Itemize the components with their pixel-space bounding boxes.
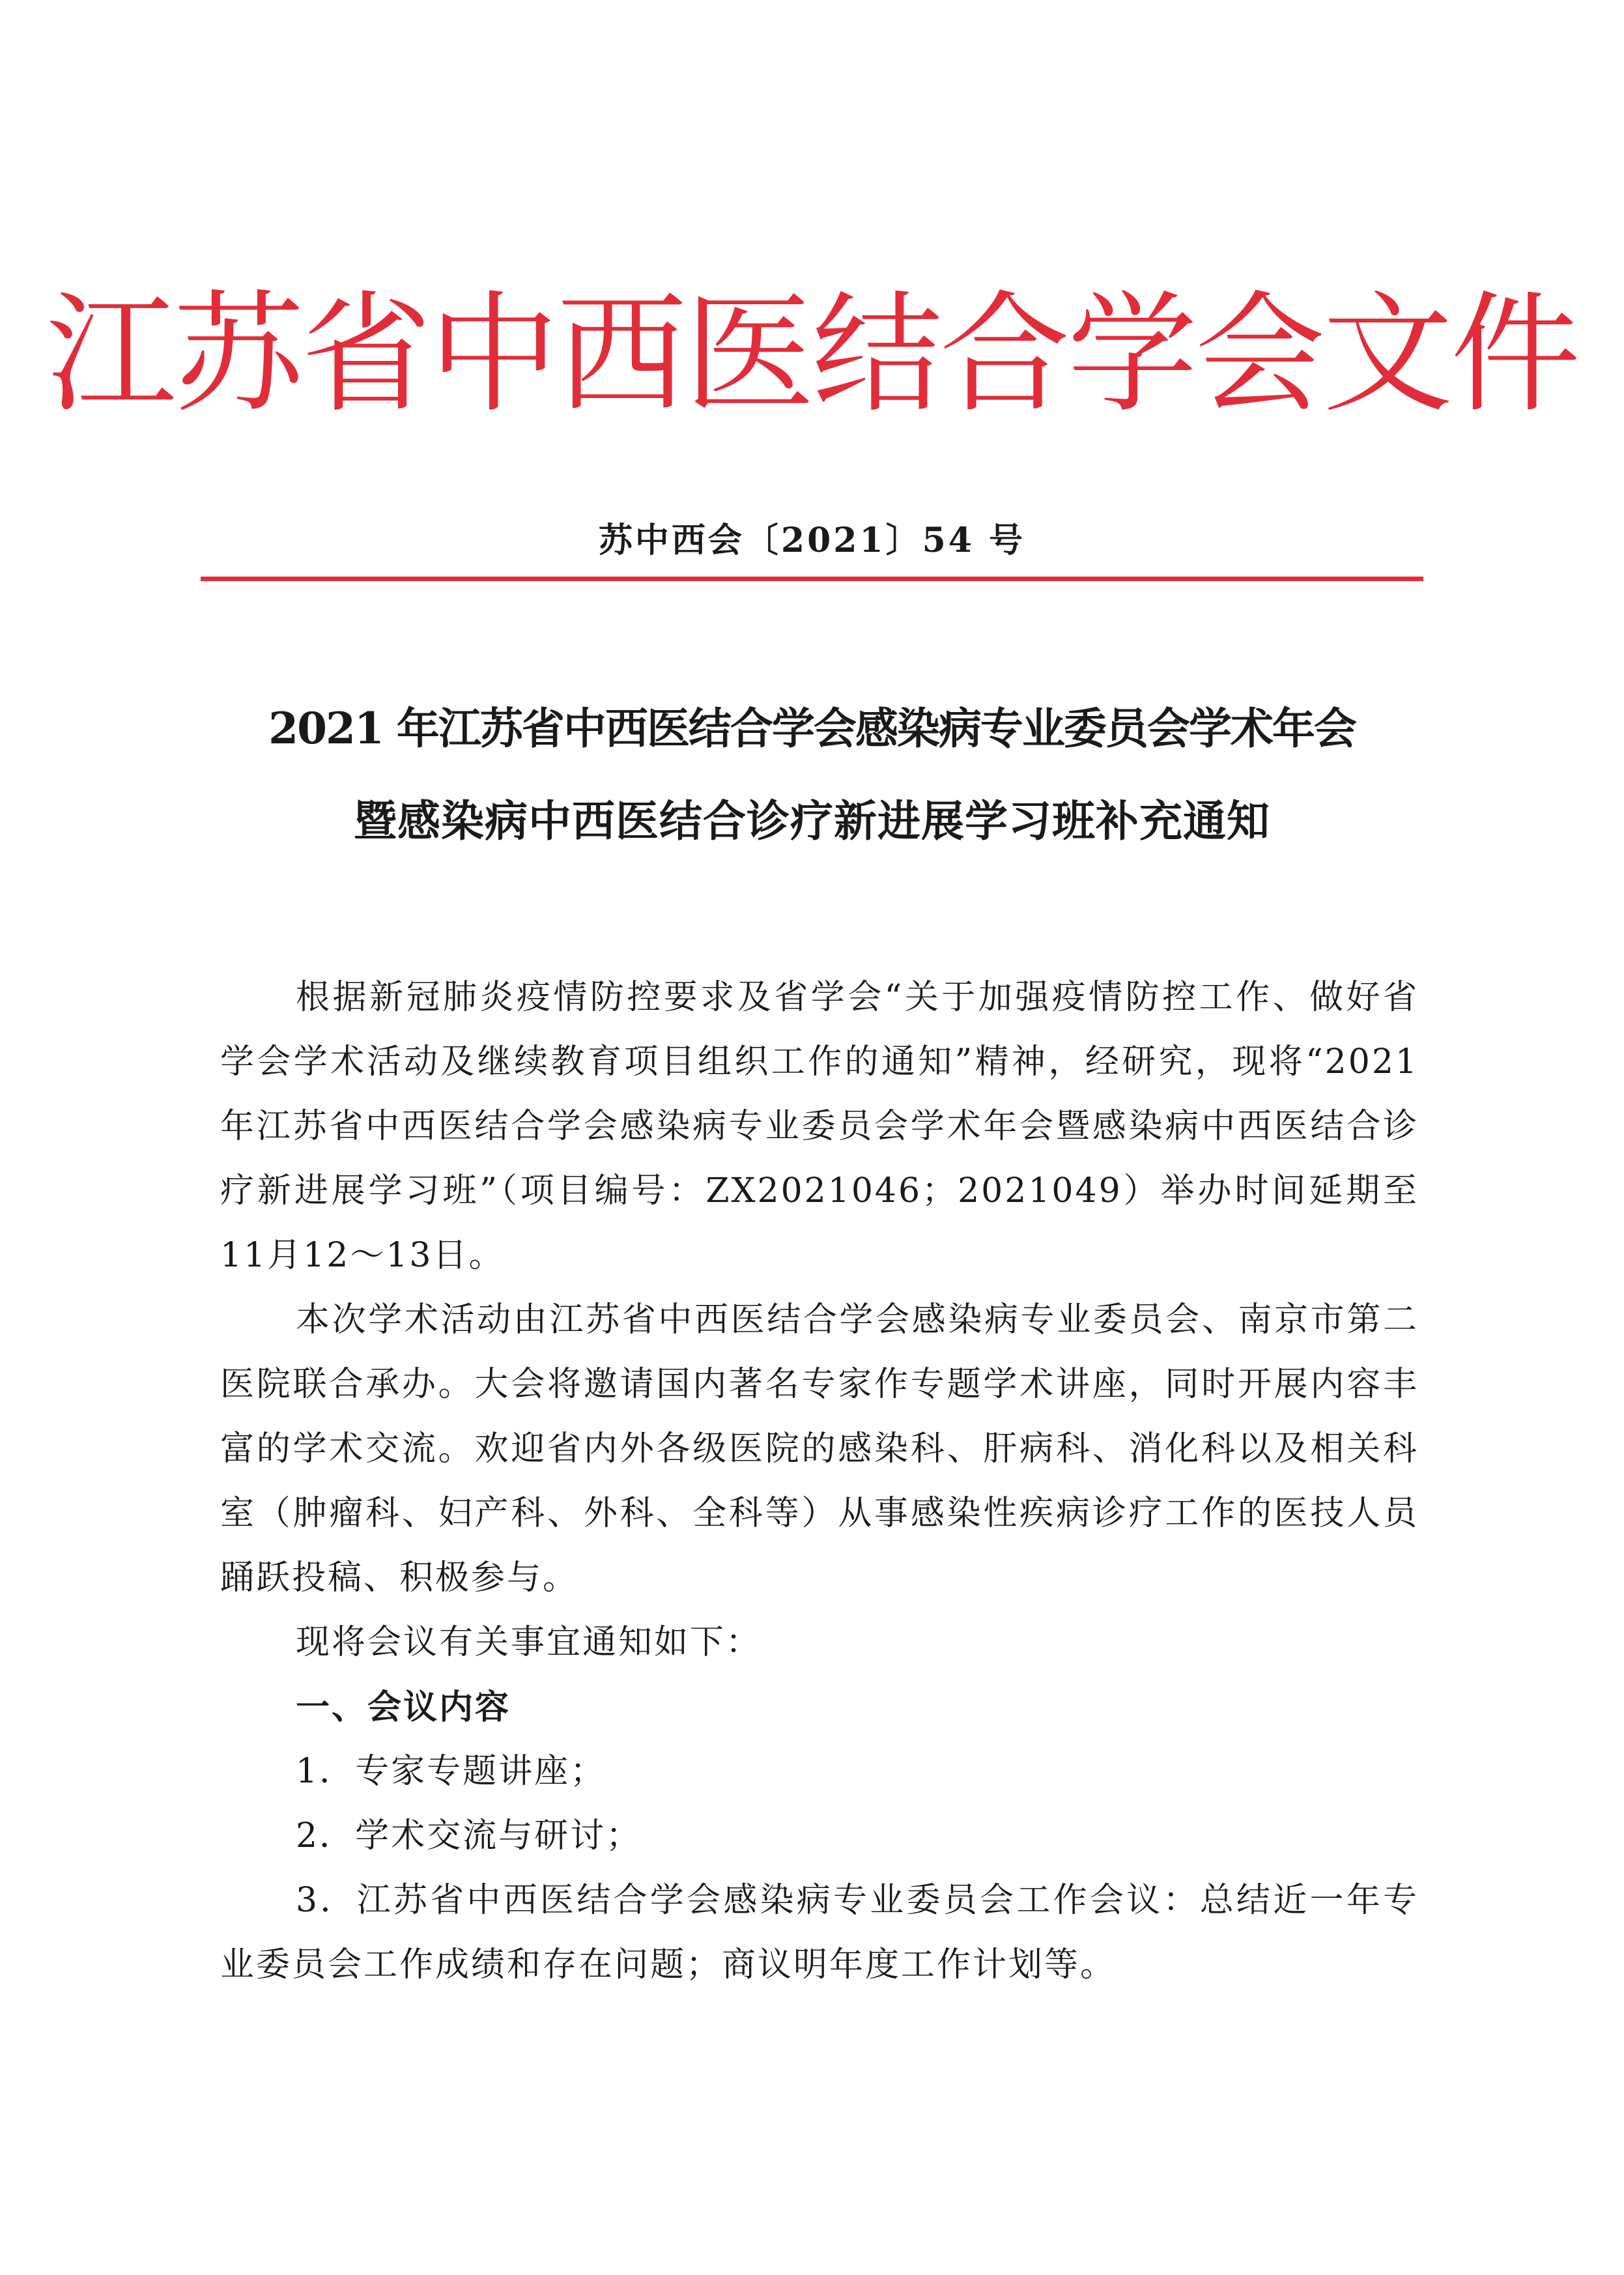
list-item-2: 2．学术交流与研讨； bbox=[296, 1816, 642, 1855]
body-paragraph-3: 现将会议有关事宜通知如下： bbox=[296, 1623, 762, 1662]
body-paragraph-2: 本次学术活动由江苏省中西医结合学会感染病专业委员会、南京市第二医院联合承办。大会将邀请国内著名专家作专题学术讲座，同时开展内容丰富的学术交流。欢迎省内外各级医院的感染科、肝病科、消化科以及相关科室（肿瘤科、妇产科、外科、全科等）从事感染性疾病诊疗工作的医技人员踊跃投稿、积极参与。 bbox=[220, 1300, 1419, 1597]
notice-title-line-1: 2021 年江苏省中西医结合学会感染病专业委员会学术年会 bbox=[268, 703, 1356, 754]
list-item-3: 3．江苏省中西医结合学会感染病专业委员会工作会议：总结近一年专业委员会工作成绩和存在问题；商议明年度工作计划等。 bbox=[220, 1881, 1419, 1984]
notice-body bbox=[220, 966, 1419, 1997]
list-item-1: 1．专家专题讲座； bbox=[296, 1752, 606, 1791]
notice-title-line-2: 暨感染病中西医结合诊疗新进展学习班补充通知 bbox=[354, 795, 1270, 846]
header-divider bbox=[201, 577, 1423, 581]
document-header-title: 江苏省中西医结合学会文件 bbox=[46, 279, 1578, 431]
document-number: 苏中西会〔2021〕54 号 bbox=[598, 521, 1026, 560]
body-paragraph-1: 根据新冠肺炎疫情防控要求及省学会“关于加强疫情防控工作、做好省学会学术活动及继续教育项目组织工作的通知”精神，经研究，现将“2021年江苏省中西医结合学会感染病专业委员会学术年会暨感染病中西医结合诊疗新进展学习班”（项目编号：ZX2021046；2021049）举办时间延期至11月12～13日。 bbox=[220, 978, 1419, 1275]
section-heading-meeting-content: 一、会议内容 bbox=[296, 1687, 511, 1727]
